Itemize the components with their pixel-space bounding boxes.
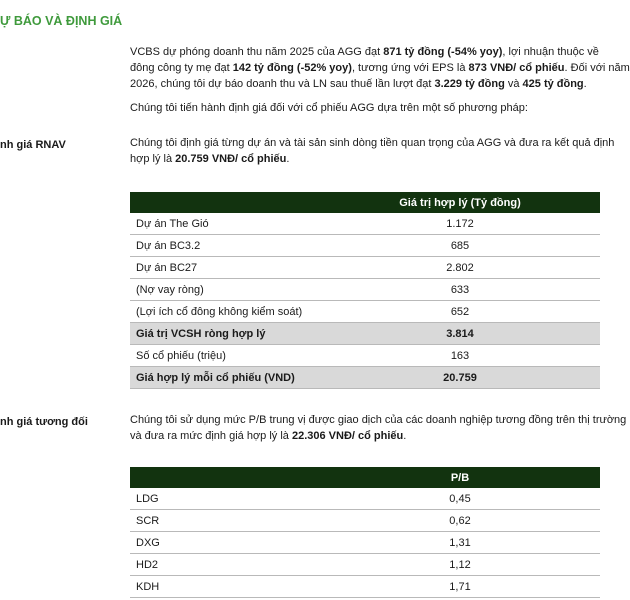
- table-row: KDH 1,71: [130, 576, 600, 598]
- rnav-header-blank: [130, 192, 320, 213]
- relative-label: nh giá tương đối: [0, 416, 88, 428]
- rnav-line-1: Chúng tôi định giá từng dự án và tài sản sinh dòng tiền quan trọng của AGG và đưa ra kết quả định: [130, 137, 615, 149]
- rnav-line-2: hợp lý là 20.759 VNĐ/ cổ phiếu.: [130, 153, 290, 165]
- table-row: DXG 1,31: [130, 532, 600, 554]
- table-row-highlight: Giá trị VCSH ròng hợp lý 3.814: [130, 323, 600, 345]
- intro-paragraph: [130, 44, 630, 116]
- rnav-table: [130, 192, 600, 389]
- table-row: Dự án BC27 2.802: [130, 257, 600, 279]
- table-row: LDG 0,45: [130, 488, 600, 510]
- table-row: (Nợ vay ròng) 633: [130, 279, 600, 301]
- intro-line-2: đông công ty mẹ đạt 142 tỷ đồng (-52% yoy), tương ứng với EPS là 873 VNĐ/ cổ phiếu. Đối với năm: [130, 62, 630, 74]
- relative-line-1: Chúng tôi sử dụng mức P/B trung vị được giao dịch của các doanh nghiệp tương đồng trên thị trường: [130, 414, 627, 426]
- rnav-label: nh giá RNAV: [0, 139, 66, 151]
- intro-line-1: VCBS dự phóng doanh thu năm 2025 của AGG đạt 871 tỷ đồng (-54% yoy), lợi nhuận thuộc về: [130, 46, 599, 58]
- pb-header-value: P/B: [320, 467, 600, 488]
- table-row: SCR 0,62: [130, 510, 600, 532]
- table-row: Dự án BC3.2 685: [130, 235, 600, 257]
- table-row: (Lợi ích cổ đông không kiểm soát) 652: [130, 301, 600, 323]
- table-row: Dự án The Gió 1.172: [130, 213, 600, 235]
- rnav-paragraph: [130, 135, 614, 167]
- intro-line-4: Chúng tôi tiến hành định giá đối với cổ phiếu AGG dựa trên một số phương pháp:: [130, 102, 528, 114]
- pb-header-blank: [130, 467, 320, 488]
- relative-paragraph: [130, 412, 626, 444]
- relative-line-2: và đưa ra mức định giá hợp lý là 22.306 VNĐ/ cổ phiếu.: [130, 430, 407, 442]
- intro-line-3: 2026, chúng tôi dự báo doanh thu và LN sau thuế lần lượt đạt 3.229 tỷ đồng và 425 tỷ đồng.: [130, 78, 587, 90]
- table-row-highlight: Giá hợp lý mỗi cổ phiếu (VND) 20.759: [130, 367, 600, 389]
- table-row: HD2 1,12: [130, 554, 600, 576]
- section-title: Ự BÁO VÀ ĐỊNH GIÁ: [0, 14, 123, 28]
- rnav-header-value: Giá trị hợp lý (Tỷ đồng): [320, 192, 600, 213]
- pb-table: [130, 467, 600, 598]
- table-row: Số cổ phiếu (triệu) 163: [130, 345, 600, 367]
